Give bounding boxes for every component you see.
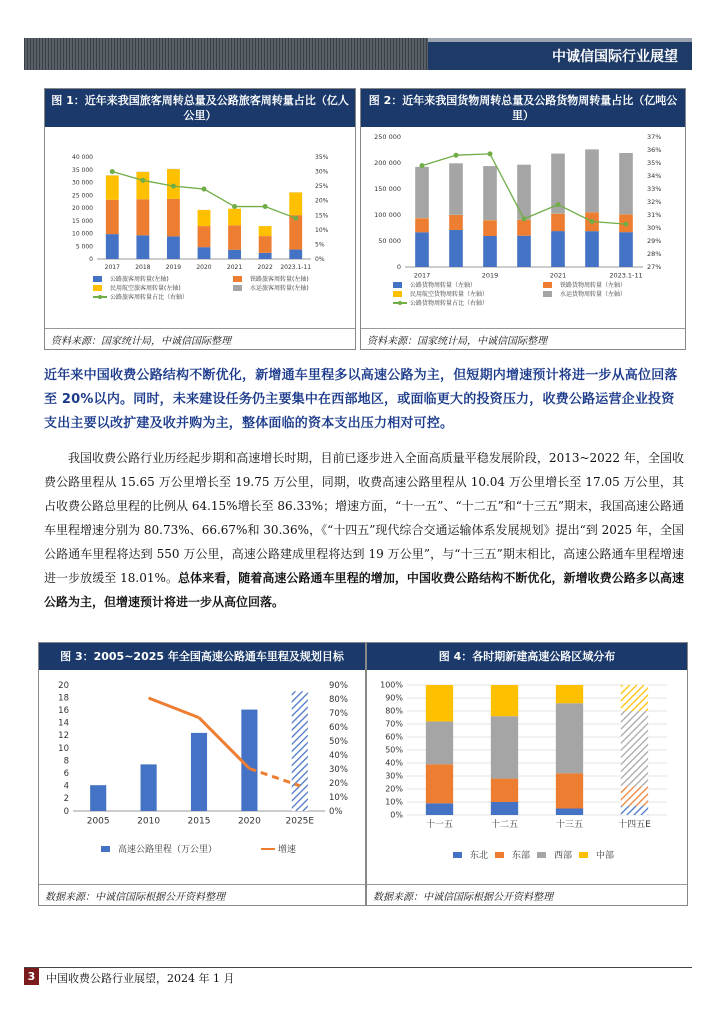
x-tick-label: 2005 xyxy=(86,816,110,827)
bar-铁路旅客周转量(左轴) xyxy=(167,199,180,237)
x-tick-label: 2023.1-11 xyxy=(609,271,643,280)
line-point xyxy=(171,184,176,189)
y2-tick-label: 28% xyxy=(647,250,662,259)
line-point xyxy=(454,153,459,158)
bar-公路旅客周转量(左轴) xyxy=(259,253,272,259)
legend-label: 西部 xyxy=(554,851,573,861)
x-tick-label: 十二五 xyxy=(490,820,519,830)
bar-公路货物周转量（左轴） xyxy=(551,231,565,267)
bar-东部 xyxy=(556,773,583,808)
bar-公路货物周转量（左轴） xyxy=(415,232,429,267)
legend-swatch-marker xyxy=(98,295,102,299)
bar-水运货物周转量（左轴） xyxy=(517,165,531,220)
bar-高速公路里程（万公里） xyxy=(241,710,257,811)
body-text: 我国收费公路行业历经起步期和高速增长时期，目前已逐步进入全面高质量平稳发展阶段，2013~2022 年，全国收费公路里程从 15.65 万公里增长至 19.75 万公里，同期，收费高速公路里程从 10.04 万公里增长至 17.05 万公里，其占收费公路总里程的比例从 64.15%增长至 86.33%；增速方面，“十一五”、“十二五”和“十三五”期末，我国高速公路通车里程增速分别为 80.73%、66.67%和 30.36%，《“十四五”现代综合交通运输体系发展规划》提出“到 2025 年，全国公路通车里程将达到 550 万公里，高速公路建成里程将达到 19 万公里”，与“十三五”期末相比，高速公路通车里程增速进一步放缓至 18.01%。 xyxy=(44,451,684,585)
y-tick-label: 20 xyxy=(58,680,69,691)
bar-东部 xyxy=(426,764,453,803)
y2-tick-label: 80% xyxy=(329,694,348,705)
y-tick-label: 12 xyxy=(58,731,69,742)
y-tick-label: 150 000 xyxy=(374,185,401,194)
y2-tick-label: 5% xyxy=(315,241,325,249)
bar-东北 xyxy=(621,806,648,815)
y-tick-label: 40% xyxy=(385,758,403,768)
bar-公路旅客周转量(左轴) xyxy=(167,236,180,259)
figure-4-source: 数据来源：中诚信国际根据公开资料整理 xyxy=(367,884,687,905)
y-tick-label: 15 000 xyxy=(72,217,93,225)
y2-tick-label: 10% xyxy=(315,226,329,234)
bar-东部 xyxy=(621,786,648,806)
legend-swatch xyxy=(453,852,462,858)
bar-民用航空旅客周转量(左轴) xyxy=(259,226,272,236)
legend-label: 增速 xyxy=(278,845,297,855)
x-tick-label: 2020 xyxy=(196,264,212,271)
y-tick-label: 200 000 xyxy=(374,159,401,168)
header-stripes xyxy=(24,38,428,70)
y-tick-label: 60% xyxy=(385,732,403,742)
figure-1-chart xyxy=(45,129,355,329)
bar-水运货物周转量（左轴） xyxy=(619,153,633,214)
legend-swatch xyxy=(233,285,242,291)
bar-高速公路里程（万公里） xyxy=(90,785,106,811)
y2-tick-label: 33% xyxy=(647,185,662,194)
x-tick-label: 十四五E xyxy=(618,820,651,830)
y2-tick-label: 31% xyxy=(647,211,662,220)
y2-tick-label: 32% xyxy=(647,198,662,207)
y2-tick-label: 0% xyxy=(315,256,325,263)
y-tick-label: 80% xyxy=(385,706,403,716)
x-tick-label: 2019 xyxy=(481,271,499,280)
bar-公路旅客周转量(左轴) xyxy=(198,247,211,259)
legend-swatch xyxy=(93,285,102,291)
figure-4-chart xyxy=(367,671,687,883)
line-point xyxy=(293,216,298,221)
y2-tick-label: 15% xyxy=(315,212,329,220)
y-tick-label: 4 xyxy=(63,781,69,792)
y2-tick-label: 37% xyxy=(647,133,662,142)
y2-tick-label: 30% xyxy=(329,764,348,775)
legend-label: 水运旅客周转量(左轴) xyxy=(250,285,309,292)
bar-中部 xyxy=(621,685,648,711)
line-point xyxy=(202,187,207,192)
legend-label: 民用航空旅客周转量(左轴) xyxy=(110,285,181,292)
y2-tick-label: 50% xyxy=(329,736,348,747)
bar-公路货物周转量（左轴） xyxy=(619,232,633,267)
line-segment xyxy=(204,189,235,206)
line-segment xyxy=(456,154,490,155)
line-point xyxy=(263,204,268,209)
legend-label: 公路货物周转量占比（右轴） xyxy=(410,300,489,307)
y-tick-label: 50 000 xyxy=(378,237,401,246)
bar-铁路货物周转量（左轴） xyxy=(449,215,463,230)
line-point xyxy=(556,202,561,207)
bar-民用航空旅客周转量(左轴) xyxy=(289,192,302,215)
legend-label: 东部 xyxy=(512,851,531,861)
bar-公路货物周转量（左轴） xyxy=(585,231,599,267)
bar-中部 xyxy=(556,685,583,703)
bar-中部 xyxy=(491,685,518,716)
y-tick-label: 20 000 xyxy=(72,205,93,212)
figure-1-title: 图 1：近年来我国旅客周转总量及公路旅客周转量占比（亿人公里） xyxy=(45,89,355,127)
bar-中部 xyxy=(426,685,453,721)
bar-民用航空旅客周转量(左轴) xyxy=(136,172,149,199)
y2-tick-label: 70% xyxy=(329,708,348,719)
legend-label: 民用航空货物周转量（左轴） xyxy=(410,291,489,298)
y2-tick-label: 27% xyxy=(647,263,662,272)
figure-2-chart xyxy=(361,129,685,329)
y-tick-label: 100 000 xyxy=(374,211,401,220)
legend-swatch xyxy=(101,846,110,852)
figure-1-panel xyxy=(44,88,356,350)
bar-东北 xyxy=(491,802,518,815)
bar-东北 xyxy=(426,803,453,815)
bar-铁路旅客周转量(左轴) xyxy=(228,225,241,249)
legend-swatch xyxy=(543,282,552,288)
x-tick-label: 2021 xyxy=(226,264,243,271)
x-tick-label: 十三五 xyxy=(555,820,584,830)
line-point xyxy=(522,216,527,221)
legend-swatch xyxy=(543,291,552,297)
header-title: 中诚信国际行业展望 xyxy=(552,49,678,65)
bar-公路旅客周转量(左轴) xyxy=(228,250,241,259)
legend-label: 铁路货物周转量（左轴） xyxy=(560,282,627,289)
y-tick-label: 30 000 xyxy=(72,179,93,187)
y-tick-label: 50% xyxy=(385,745,403,755)
x-tick-label: 2015 xyxy=(187,816,211,827)
bar-公路货物周转量（左轴） xyxy=(483,236,497,267)
y-tick-label: 0 xyxy=(89,256,93,263)
bar-高速公路里程（万公里） xyxy=(292,691,308,811)
line-point xyxy=(590,219,595,224)
y2-tick-label: 29% xyxy=(647,237,662,246)
y2-tick-label: 60% xyxy=(329,722,348,733)
line-point xyxy=(140,178,145,183)
legend-swatch xyxy=(93,276,102,282)
legend-swatch xyxy=(537,852,546,858)
y2-tick-label: 20% xyxy=(315,197,329,205)
y-tick-label: 8 xyxy=(63,756,69,767)
y-tick-label: 0 xyxy=(63,806,69,817)
y-tick-label: 16 xyxy=(58,706,69,717)
line-point xyxy=(420,163,425,168)
body-bold-summary: 总体来看，随着高速公路通车里程的增加，中国收费公路结构不断优化，新增收费公路多以高速公路为主，但增速预计将进一步从高位回落。 xyxy=(44,571,684,609)
bar-公路旅客周转量(左轴) xyxy=(136,235,149,259)
y-tick-label: 20% xyxy=(385,784,403,794)
legend-swatch xyxy=(393,291,402,297)
bar-水运货物周转量（左轴） xyxy=(415,167,429,218)
y2-tick-label: 35% xyxy=(647,159,662,168)
line-segment xyxy=(149,698,199,718)
y-tick-label: 6 xyxy=(63,769,69,780)
bar-西部 xyxy=(491,716,518,778)
legend-label: 高速公路里程（万公里） xyxy=(118,845,218,855)
bar-西部 xyxy=(621,711,648,786)
bar-民用航空旅客周转量(左轴) xyxy=(198,210,211,226)
page-number: 3 xyxy=(24,968,39,985)
y-tick-label: 10 xyxy=(58,743,69,754)
bar-铁路旅客周转量(左轴) xyxy=(259,236,272,253)
x-tick-label: 2023.1-11 xyxy=(280,264,312,271)
footer-divider xyxy=(24,967,692,968)
y2-tick-label: 40% xyxy=(329,750,348,761)
legend-label: 中部 xyxy=(596,851,615,861)
line-point xyxy=(110,169,115,174)
y2-tick-label: 34% xyxy=(647,172,662,181)
y-tick-label: 2 xyxy=(63,794,69,805)
bar-东北 xyxy=(556,809,583,816)
y2-tick-label: 30% xyxy=(647,224,662,233)
bar-铁路货物周转量（左轴） xyxy=(483,220,497,236)
y2-tick-label: 90% xyxy=(329,680,348,691)
bar-铁路旅客周转量(左轴) xyxy=(106,200,119,234)
x-tick-label: 2010 xyxy=(137,816,161,827)
y-tick-label: 10% xyxy=(385,797,403,807)
figure-1-source: 资料来源：国家统计局，中诚信国际整理 xyxy=(45,328,355,349)
y-tick-label: 40 000 xyxy=(72,154,93,161)
y-tick-label: 10 000 xyxy=(72,230,93,238)
y-tick-label: 5 000 xyxy=(75,243,93,251)
x-tick-label: 2021 xyxy=(549,271,567,280)
y2-tick-label: 25% xyxy=(315,183,329,191)
y2-tick-label: 10% xyxy=(329,792,348,803)
line-point xyxy=(488,151,493,156)
figure-3-title: 图 3：2005~2025 年全国高速公路通车里程及规划目标 xyxy=(39,643,365,670)
legend-label: 铁路旅客周转量(左轴) xyxy=(250,276,309,283)
legend-swatch xyxy=(579,852,588,858)
x-tick-label: 2025E xyxy=(285,816,315,827)
bar-东部 xyxy=(491,779,518,802)
bar-水运货物周转量（左轴） xyxy=(585,149,599,212)
bar-铁路旅客周转量(左轴) xyxy=(198,226,211,247)
y-tick-label: 30% xyxy=(385,771,403,781)
legend-label: 公路货物周转量（左轴） xyxy=(410,282,477,289)
bar-铁路货物周转量（左轴） xyxy=(551,214,565,231)
y2-tick-label: 30% xyxy=(315,168,329,176)
x-tick-label: 2017 xyxy=(413,271,431,280)
figure-2-title: 图 2：近年来我国货物周转总量及公路货物周转量占比（亿吨公里） xyxy=(361,89,685,127)
legend-swatch xyxy=(233,276,242,282)
y-tick-label: 14 xyxy=(58,718,69,729)
bar-公路货物周转量（左轴） xyxy=(449,230,463,267)
y-tick-label: 18 xyxy=(58,693,69,704)
y-tick-label: 250 000 xyxy=(374,133,401,142)
legend-label: 公路旅客周转量(左轴) xyxy=(110,276,169,283)
x-tick-label: 2017 xyxy=(104,264,120,271)
legend-swatch-marker xyxy=(398,301,402,305)
figure-4-panel xyxy=(366,642,688,906)
legend-label: 东北 xyxy=(470,851,489,861)
y2-tick-label: 35% xyxy=(315,154,329,161)
legend-swatch xyxy=(495,852,504,858)
bar-铁路货物周转量（左轴） xyxy=(415,218,429,232)
y2-tick-label: 0% xyxy=(329,806,343,817)
y2-tick-label: 36% xyxy=(647,146,662,155)
x-tick-label: 2022 xyxy=(257,264,273,271)
figure-3-source: 数据来源：中诚信国际根据公开资料整理 xyxy=(39,884,365,905)
y-tick-label: 100% xyxy=(380,680,403,690)
figure-3-panel xyxy=(38,642,366,906)
x-tick-label: 十一五 xyxy=(425,820,454,830)
bar-水运货物周转量（左轴） xyxy=(449,163,463,215)
bar-公路货物周转量（左轴） xyxy=(517,236,531,267)
bar-高速公路里程（万公里） xyxy=(191,733,207,811)
x-tick-label: 2018 xyxy=(135,264,151,271)
bar-西部 xyxy=(556,703,583,773)
legend-label: 公路旅客周转量占比（右轴） xyxy=(110,294,189,301)
x-tick-label: 2019 xyxy=(165,264,182,271)
bar-公路旅客周转量(左轴) xyxy=(106,234,119,259)
body-paragraph xyxy=(44,446,684,614)
y-tick-label: 0 xyxy=(396,263,401,272)
bar-公路旅客周转量(左轴) xyxy=(289,250,302,259)
lede-paragraph: 近年来中国收费公路结构不断优化，新增通车里程多以高速公路为主，但短期内增速预计将进一步从高位回落至 20%以内。同时，未来建设任务仍主要集中在西部地区，或面临更大的投资压力，收费公路运营企业投资支出主要以改扩建及收并购为主，整体面临的资本支出压力相对可控。 xyxy=(44,368,678,431)
y-tick-label: 25 000 xyxy=(72,192,93,200)
bar-高速公路里程（万公里） xyxy=(141,764,157,811)
y-tick-label: 0% xyxy=(390,810,403,820)
y2-tick-label: 20% xyxy=(329,778,348,789)
bar-民用航空旅客周转量(左轴) xyxy=(228,209,241,226)
bar-水运货物周转量（左轴） xyxy=(483,166,497,220)
bar-铁路货物周转量（左轴） xyxy=(517,220,531,236)
figure-2-panel xyxy=(360,88,686,350)
header-banner xyxy=(24,38,692,70)
figure-3-chart xyxy=(39,671,365,883)
legend-swatch xyxy=(393,282,402,288)
legend-label: 水运货物周转量（左轴） xyxy=(560,291,627,298)
line-point xyxy=(232,204,237,209)
footer-text: 中国收费公路行业展望，2024 年 1 月 xyxy=(46,972,235,985)
figure-4-title: 图 4：各时期新建高速公路区域分布 xyxy=(367,643,687,670)
x-tick-label: 2020 xyxy=(237,816,261,827)
bar-民用航空旅客周转量(左轴) xyxy=(106,176,119,200)
bar-铁路旅客周转量(左轴) xyxy=(136,199,149,235)
bar-西部 xyxy=(426,721,453,764)
figure-2-source: 资料来源：国家统计局，中诚信国际整理 xyxy=(361,328,685,349)
y-tick-label: 90% xyxy=(385,693,403,703)
y-tick-label: 35 000 xyxy=(72,166,93,174)
line-point xyxy=(624,222,629,227)
y-tick-label: 70% xyxy=(385,719,403,729)
